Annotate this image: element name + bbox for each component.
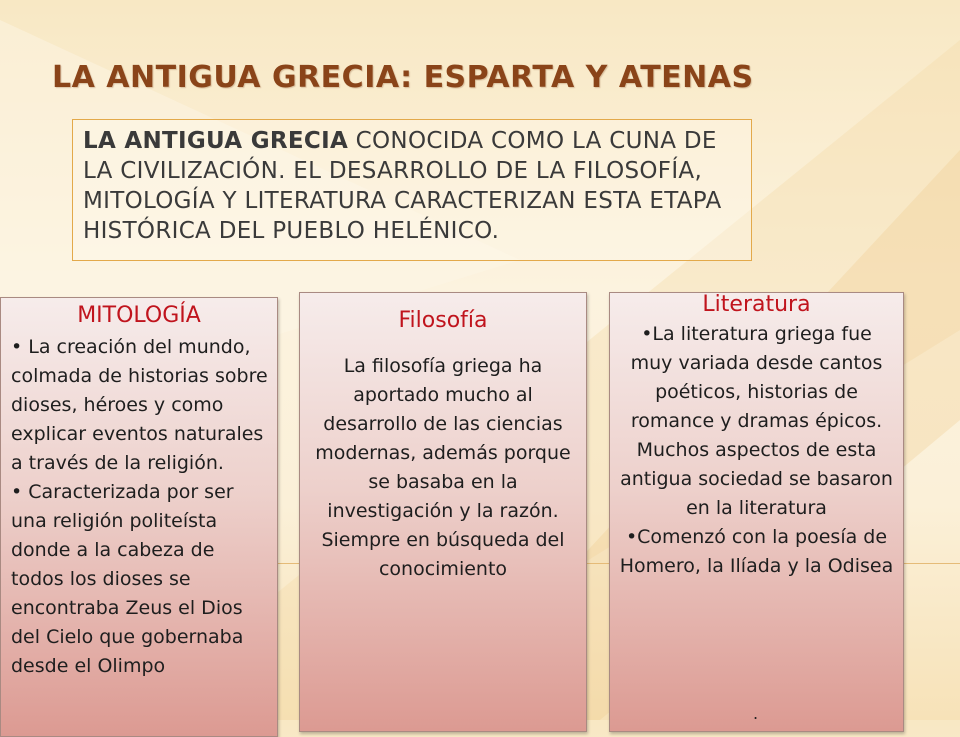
list-item: • Caracterizada por ser una religión politeísta donde a la cabeza de todos los dioses se encontraba Zeus el Dios del Cielo que gobernaba desde el Olimpo — [11, 481, 244, 677]
card-filosofia-title: Filosofía — [398, 308, 488, 333]
footer-dot: . — [753, 704, 759, 723]
list-item: • La creación del mundo, colmada de historias sobre dioses, héroes y como explicar eventos naturales a través de la religión. — [11, 336, 268, 474]
card-literatura — [609, 292, 904, 732]
intro-bold: LA ANTIGUA GRECIA — [83, 128, 349, 154]
card-mitologia-title: MITOLOGÍA — [77, 303, 201, 328]
list-item: •Comenzó con la poesía de Homero, la Ilíada y la Odisea — [619, 526, 894, 577]
card-mitologia-body — [1, 333, 277, 681]
card-literatura-title: Literatura — [702, 292, 811, 317]
slide-title: LA ANTIGUA GRECIA: ESPARTA Y ATENAS — [52, 60, 754, 95]
intro-rest: CONOCIDA COMO LA CUNA DE LA CIVILIZACIÓN. EL DESARROLLO DE LA FILOSOFÍA, MITOLOGÍA Y LITERATURA CARACTERIZAN ESTA ETAPA HISTÓRICA DEL PUEBLO HELÉNICO. — [83, 128, 722, 244]
card-filosofia-body: La filosofía griega ha aportado mucho al desarrollo de las ciencias modernas, además porque se basaba en la investigación y la razón. Siempre en búsqueda del conocimiento — [315, 355, 571, 580]
card-filosofia — [299, 292, 587, 732]
card-literatura-body — [610, 320, 903, 581]
card-mitologia — [0, 297, 278, 737]
intro-box — [72, 119, 752, 261]
intro-text — [83, 126, 741, 246]
list-item: •La literatura griega fue muy variada desde cantos poéticos, historias de romance y dramas épicos. Muchos aspectos de esta antigua sociedad se basaron en la literatura — [620, 323, 893, 519]
